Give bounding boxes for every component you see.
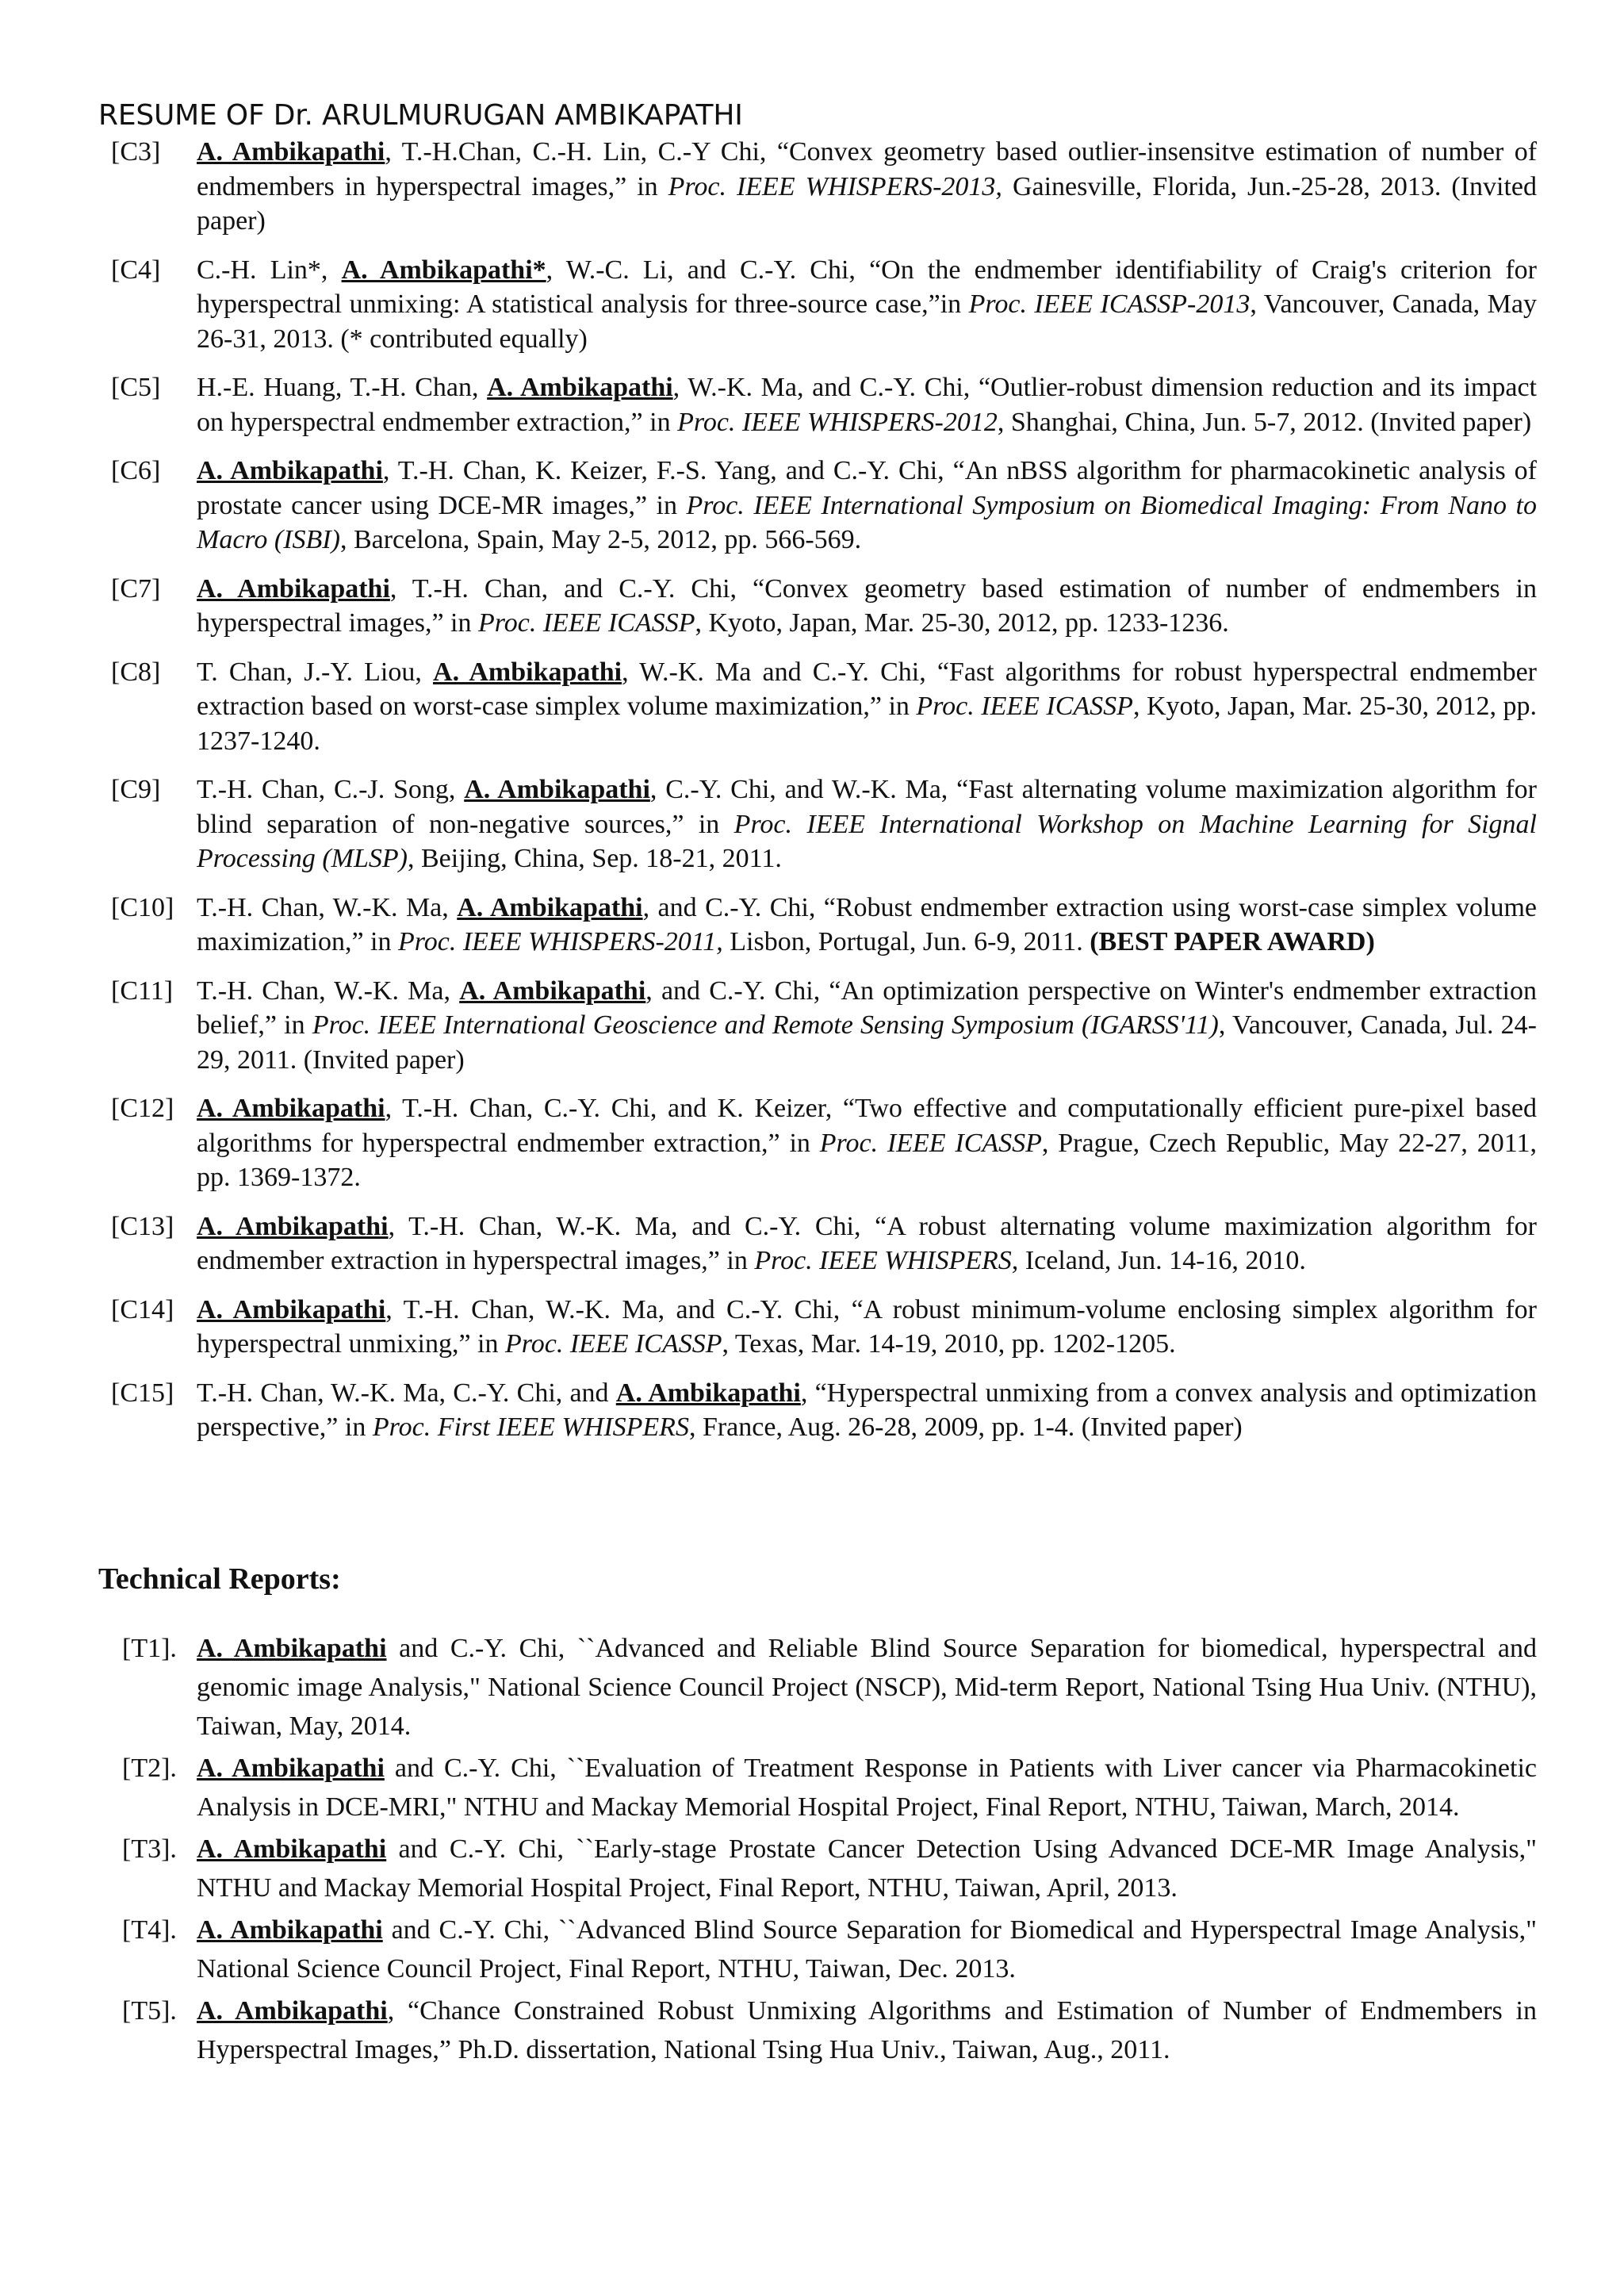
document-header: RESUME OF Dr. ARULMURUGAN AMBIKAPATHI (98, 99, 743, 132)
reference-label: [C5] (111, 373, 161, 402)
venue: Proc. IEEE International Symposium on Biomedical Imaging: From Nano to Macro (ISBI) (197, 490, 1537, 554)
reference-label: [T2]. (122, 1754, 177, 1783)
reference-label: [C12] (111, 1094, 174, 1123)
reference-label: [C4] (111, 255, 161, 285)
author-highlight: A. Ambikapathi (197, 1094, 385, 1123)
reference-label: [C6] (111, 456, 161, 485)
conference-paper (111, 370, 1537, 439)
technical-report-list (111, 1629, 1537, 2072)
conference-paper (111, 253, 1537, 357)
reference-label: [T5]. (122, 1996, 177, 2026)
reference-label: [C11] (111, 976, 174, 1006)
author-highlight: A. Ambikapathi (615, 1378, 801, 1408)
technical-report (111, 1629, 1537, 1746)
conference-paper (111, 135, 1537, 239)
venue: Proc. IEEE ICASSP (819, 1128, 1042, 1158)
author-highlight: A. Ambikapathi (197, 573, 390, 604)
venue: Proc. IEEE International Geoscience and Remote Sensing Symposium (IGARSS'11) (312, 1010, 1219, 1040)
venue: Proc. IEEE International Workshop on Machine Learning for Signal Processing (MLSP) (197, 809, 1537, 873)
reference-label: [T1]. (122, 1634, 177, 1663)
reference-label: [C13] (111, 1211, 174, 1241)
venue: Proc. IEEE WHISPERS-2011, (398, 927, 723, 956)
author-highlight: A. Ambikapathi (197, 1996, 388, 2026)
reference-text: A. Ambikapathi, T.-H. Chan, and C.-Y. Chi, “Convex geometry based estimation of number of endmembers in hyperspectral images,” in Proc. IEEE ICASSP, Kyoto, Japan, Mar. 25-30, 2012, pp. 1233-1236. (197, 573, 1537, 638)
reference-label: [C3] (111, 137, 161, 167)
venue: Proc. IEEE WHISPERS, (754, 1246, 1019, 1275)
reference-text: A. Ambikapathi, T.-H. Chan, C.-Y. Chi, and K. Keizer, “Two effective and computationally efficient pure-pixel based algorithms for hyperspectral endmember extraction,” in Proc. IEEE ICASSP, Prague, Czech Republic, May 22-27, 2011, pp. 1369-1372. (197, 1094, 1537, 1192)
author-highlight: A. Ambikapathi (457, 892, 643, 922)
technical-report (111, 1749, 1537, 1826)
reference-label: [C15] (111, 1378, 174, 1408)
conference-paper (111, 454, 1537, 558)
reference-text: C.-H. Lin*, A. Ambikapathi*, W.-C. Li, and C.-Y. Chi, “On the endmember identifiability of Craig's criterion for hyperspectral unmixing: A statistical analysis for three-source case,”in Proc. IEEE ICASSP-2013, Vancouver, Canada, May 26-31, 2013. (* contributed equally) (197, 255, 1537, 354)
author-highlight: A. Ambikapathi (197, 456, 383, 485)
venue: Proc. IEEE WHISPERS-2013, (668, 171, 1002, 201)
reference-label: [C14] (111, 1294, 174, 1324)
reference-text: H.-E. Huang, T.-H. Chan, A. Ambikapathi, W.-K. Ma, and C.-Y. Chi, “Outlier-robust dimension reduction and its impact on hyperspectral endmember extraction,” in Proc. IEEE WHISPERS-2012, Shanghai, China, Jun. 5-7, 2012. (Invited paper) (197, 373, 1537, 437)
reference-text: T. Chan, J.-Y. Liou, A. Ambikapathi, W.-K. Ma and C.-Y. Chi, “Fast algorithms for robust hyperspectral endmember extraction based on worst-case simplex volume maximization,” in Proc. IEEE ICASSP, Kyoto, Japan, Mar. 25-30, 2012, pp. 1237-1240. (197, 657, 1537, 756)
author-highlight: A. Ambikapathi (197, 1634, 387, 1663)
reference-text: A. Ambikapathi and C.-Y. Chi, ``Early-stage Prostate Cancer Detection Using Advanced DCE-MR Image Analysis," NTHU and Mackay Memorial Hospital Project, Final Report, NTHU, Taiwan, April, 2013. (197, 1834, 1538, 1903)
conference-paper (111, 891, 1537, 960)
reference-label: [C7] (111, 573, 161, 604)
reference-text: T.-H. Chan, W.-K. Ma, A. Ambikapathi, and C.-Y. Chi, “An optimization perspective on Winter's endmember extraction belief,” in Proc. IEEE International Geoscience and Remote Sensing Symposium (IGARSS'11), Vancouver, Canada, Jul. 24-29, 2011. (Invited paper) (197, 976, 1538, 1075)
author-highlight: A. Ambikapathi (433, 657, 622, 687)
conference-paper (111, 772, 1537, 876)
reference-label: [T3]. (122, 1834, 177, 1864)
venue: Proc. First IEEE WHISPERS (372, 1412, 689, 1442)
reference-text: A. Ambikapathi and C.-Y. Chi, ``Advanced and Reliable Blind Source Separation for biomedical, hyperspectral and genomic image Analysis," National Science Council Project (NSCP), Mid-term Report, National Tsing Hua Univ. (NTHU), Taiwan, May, 2014. (197, 1634, 1538, 1741)
technical-report (111, 1911, 1537, 1988)
conference-paper (111, 1091, 1537, 1195)
reference-text: A. Ambikapathi, T.-H. Chan, W.-K. Ma, and C.-Y. Chi, “A robust alternating volume maximization algorithm for endmember extraction in hyperspectral images,” in Proc. IEEE WHISPERS, Iceland, Jun. 14-16, 2010. (197, 1211, 1538, 1275)
reference-label: [T4]. (122, 1915, 177, 1945)
technical-report (111, 1830, 1537, 1907)
venue: Proc. IEEE ICASSP (477, 608, 695, 638)
reference-text: T.-H. Chan, W.-K. Ma, C.-Y. Chi, and A. Ambikapathi, “Hyperspectral unmixing from a convex analysis and optimization perspective,” in Proc. First IEEE WHISPERS, France, Aug. 26-28, 2009, pp. 1-4. (Invited paper) (197, 1378, 1537, 1442)
reference-text: A. Ambikapathi and C.-Y. Chi, ``Evaluation of Treatment Response in Patients with Liver cancer via Pharmacokinetic Analysis in DCE-MRI," NTHU and Mackay Memorial Hospital Project, Final Report, NTHU, Taiwan, March, 2014. (197, 1754, 1538, 1822)
conference-paper (111, 572, 1537, 641)
reference-text: T.-H. Chan, C.-J. Song, A. Ambikapathi, C.-Y. Chi, and W.-K. Ma, “Fast alternating volume maximization algorithm for blind separation of non-negative sources,” in Proc. IEEE International Workshop on Machine Learning for Signal Processing (MLSP), Beijing, China, Sep. 18-21, 2011. (197, 775, 1537, 873)
author-highlight: A. Ambikapathi (197, 1754, 385, 1783)
reference-text: A. Ambikapathi, T.-H. Chan, K. Keizer, F.-S. Yang, and C.-Y. Chi, “An nBSS algorithm for pharmacokinetic analysis of prostate cancer using DCE-MR images,” in Proc. IEEE International Symposium on Biomedical Imaging: From Nano to Macro (ISBI), Barcelona, Spain, May 2-5, 2012, pp. 566-569. (197, 456, 1538, 554)
reference-text: A. Ambikapathi and C.-Y. Chi, ``Advanced Blind Source Separation for Biomedical and Hyperspectral Image Analysis," National Science Council Project, Final Report, NTHU, Taiwan, Dec. 2013. (197, 1915, 1537, 1984)
author-highlight: A. Ambikapathi (197, 137, 385, 167)
section-heading-technical-reports: Technical Reports: (98, 1562, 341, 1596)
author-highlight: A. Ambikapathi (487, 373, 673, 402)
conference-paper (111, 655, 1537, 759)
conference-paper (111, 1209, 1537, 1278)
venue: Proc. IEEE WHISPERS-2012 (677, 407, 998, 437)
technical-report (111, 1991, 1537, 2069)
author-highlight: A. Ambikapathi (464, 775, 650, 804)
reference-text: T.-H. Chan, W.-K. Ma, A. Ambikapathi, and C.-Y. Chi, “Robust endmember extraction using worst-case simplex volume maximization,” in Proc. IEEE WHISPERS-2011, Lisbon, Portugal, Jun. 6-9, 2011. (BEST PAPER AWARD) (197, 892, 1537, 956)
author-highlight: A. Ambikapathi (459, 976, 646, 1006)
reference-text: A. Ambikapathi, T.-H.Chan, C.-H. Lin, C.-Y Chi, “Convex geometry based outlier-insensitve estimation of number of endmembers in hyperspectral images,” in Proc. IEEE WHISPERS-2013, Gainesville, Florida, Jun.-25-28, 2013. (Invited paper) (197, 137, 1538, 236)
reference-label: [C8] (111, 657, 161, 687)
venue: Proc. IEEE ICASSP (505, 1329, 722, 1359)
conference-paper-list (111, 135, 1537, 1459)
author-highlight: A. Ambikapathi (197, 1211, 389, 1241)
conference-paper (111, 1293, 1537, 1362)
reference-label: [C10] (111, 892, 174, 922)
reference-label: [C9] (111, 775, 161, 804)
author-highlight: A. Ambikapathi* (341, 255, 546, 285)
reference-text: A. Ambikapathi, T.-H. Chan, W.-K. Ma, and C.-Y. Chi, “A robust minimum-volume enclosing simplex algorithm for hyperspectral unmixing,” in Proc. IEEE ICASSP, Texas, Mar. 14-19, 2010, pp. 1202-1205. (197, 1294, 1537, 1359)
conference-paper (111, 1376, 1537, 1445)
award-note: (BEST PAPER AWARD) (1090, 927, 1375, 956)
author-highlight: A. Ambikapathi (197, 1294, 386, 1324)
venue: Proc. IEEE ICASSP (916, 692, 1133, 721)
author-highlight: A. Ambikapathi (197, 1915, 383, 1945)
venue: Proc. IEEE ICASSP-2013 (968, 289, 1251, 319)
reference-text: A. Ambikapathi, “Chance Constrained Robust Unmixing Algorithms and Estimation of Number of Endmembers in Hyperspectral Images,” Ph.D. dissertation, National Tsing Hua Univ., Taiwan, Aug., 2011. (197, 1996, 1537, 2064)
conference-paper (111, 974, 1537, 1078)
author-highlight: A. Ambikapathi (197, 1834, 387, 1864)
